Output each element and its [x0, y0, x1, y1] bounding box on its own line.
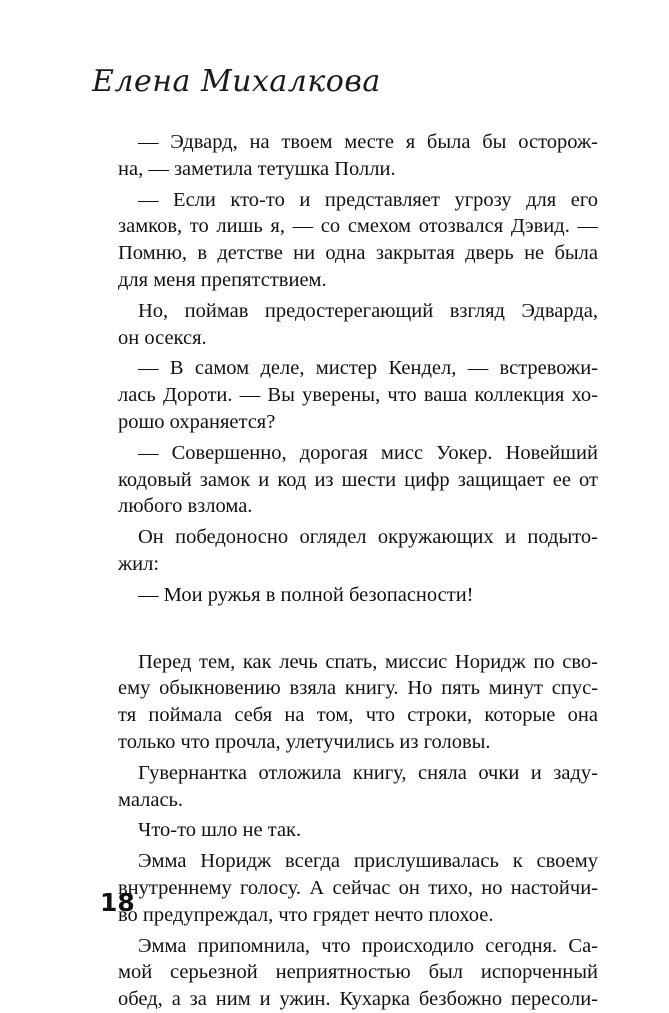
text-line: Эмма Норидж всегда прислушивалась к своему: [138, 850, 598, 873]
paragraph: [118, 524, 598, 578]
text-line: мой серьезной неприятностью был испорченный: [118, 961, 598, 984]
text-line: Но, поймав предостерегающий взгляд Эдварда,: [138, 299, 598, 322]
paragraph: [118, 582, 598, 609]
text-line: любого взлома.: [118, 495, 253, 518]
text-line: Перед тем, как лечь спать, миссис Норидж по сво-: [138, 650, 598, 673]
text-line: обед, а за ним и ужин. Кухарка безбожно пересоли-: [118, 988, 598, 1011]
paragraph: [118, 649, 598, 756]
paragraph: [118, 440, 598, 520]
text-line: только что прочла, улетучились из головы.: [118, 730, 491, 753]
paragraph: [118, 760, 598, 814]
text-line: Он победоносно оглядел окружающих и подыто-: [138, 526, 598, 549]
page-body: [118, 129, 598, 1013]
page-number: 18: [100, 888, 135, 917]
text-line: тя поймала себя на том, что строки, которые она: [118, 704, 598, 727]
text-line: для меня препятствием.: [118, 268, 327, 291]
text-line: Эмма припомнила, что происходило сегодня. Са-: [138, 934, 598, 957]
text-line: кодовый замок и код из шести цифр защищает ее от: [118, 468, 598, 491]
paragraph: [118, 817, 598, 844]
paragraph: [118, 848, 598, 928]
text-line: жил:: [118, 552, 160, 575]
paragraph: [118, 355, 598, 435]
text-line: Гувернантка отложила книгу, сняла очки и заду-: [138, 761, 598, 784]
text-line: Помню, в детстве ни одна закрытая дверь не была: [118, 242, 598, 265]
text-line: — В самом деле, мистер Кендел, — встревожи-: [138, 357, 598, 380]
text-line: лась Дороти. — Вы уверены, что ваша коллекция хо-: [118, 384, 598, 407]
section-break: [118, 609, 598, 649]
text-line: замков, то лишь я, — со смехом отозвался Дэвид. —: [118, 215, 598, 238]
paragraph: [118, 129, 598, 183]
paragraph: [118, 933, 598, 1013]
text-line: — Эдвард, на твоем месте я была бы осторож-: [138, 131, 598, 153]
text-line: на, — заметила тетушка Полли.: [118, 157, 396, 180]
text-line: рошо охраняется?: [118, 410, 276, 433]
text-line: — Совершенно, дорогая мисс Уокер. Новейший: [138, 441, 598, 464]
paragraph: [118, 298, 598, 352]
text-line: малась.: [118, 788, 184, 811]
text-line: во предупреждал, что грядет нечто плохое.: [118, 903, 494, 926]
text-line: Что-то шло не так.: [138, 819, 302, 842]
text-line: внутреннему голосу. А сейчас он тихо, но настойчи-: [118, 876, 598, 899]
running-header: [92, 62, 381, 112]
text-line: он осекся.: [118, 326, 207, 349]
text-line: — Если кто-то и представляет угрозу для его: [138, 188, 598, 211]
author-name: Елена Михалкова: [92, 64, 381, 99]
text-line: — Мои ружья в полной безопасности!: [138, 583, 474, 606]
text-line: ему обыкновению взяла книгу. Но пять минут спус-: [118, 677, 598, 700]
paragraph: [118, 187, 598, 294]
